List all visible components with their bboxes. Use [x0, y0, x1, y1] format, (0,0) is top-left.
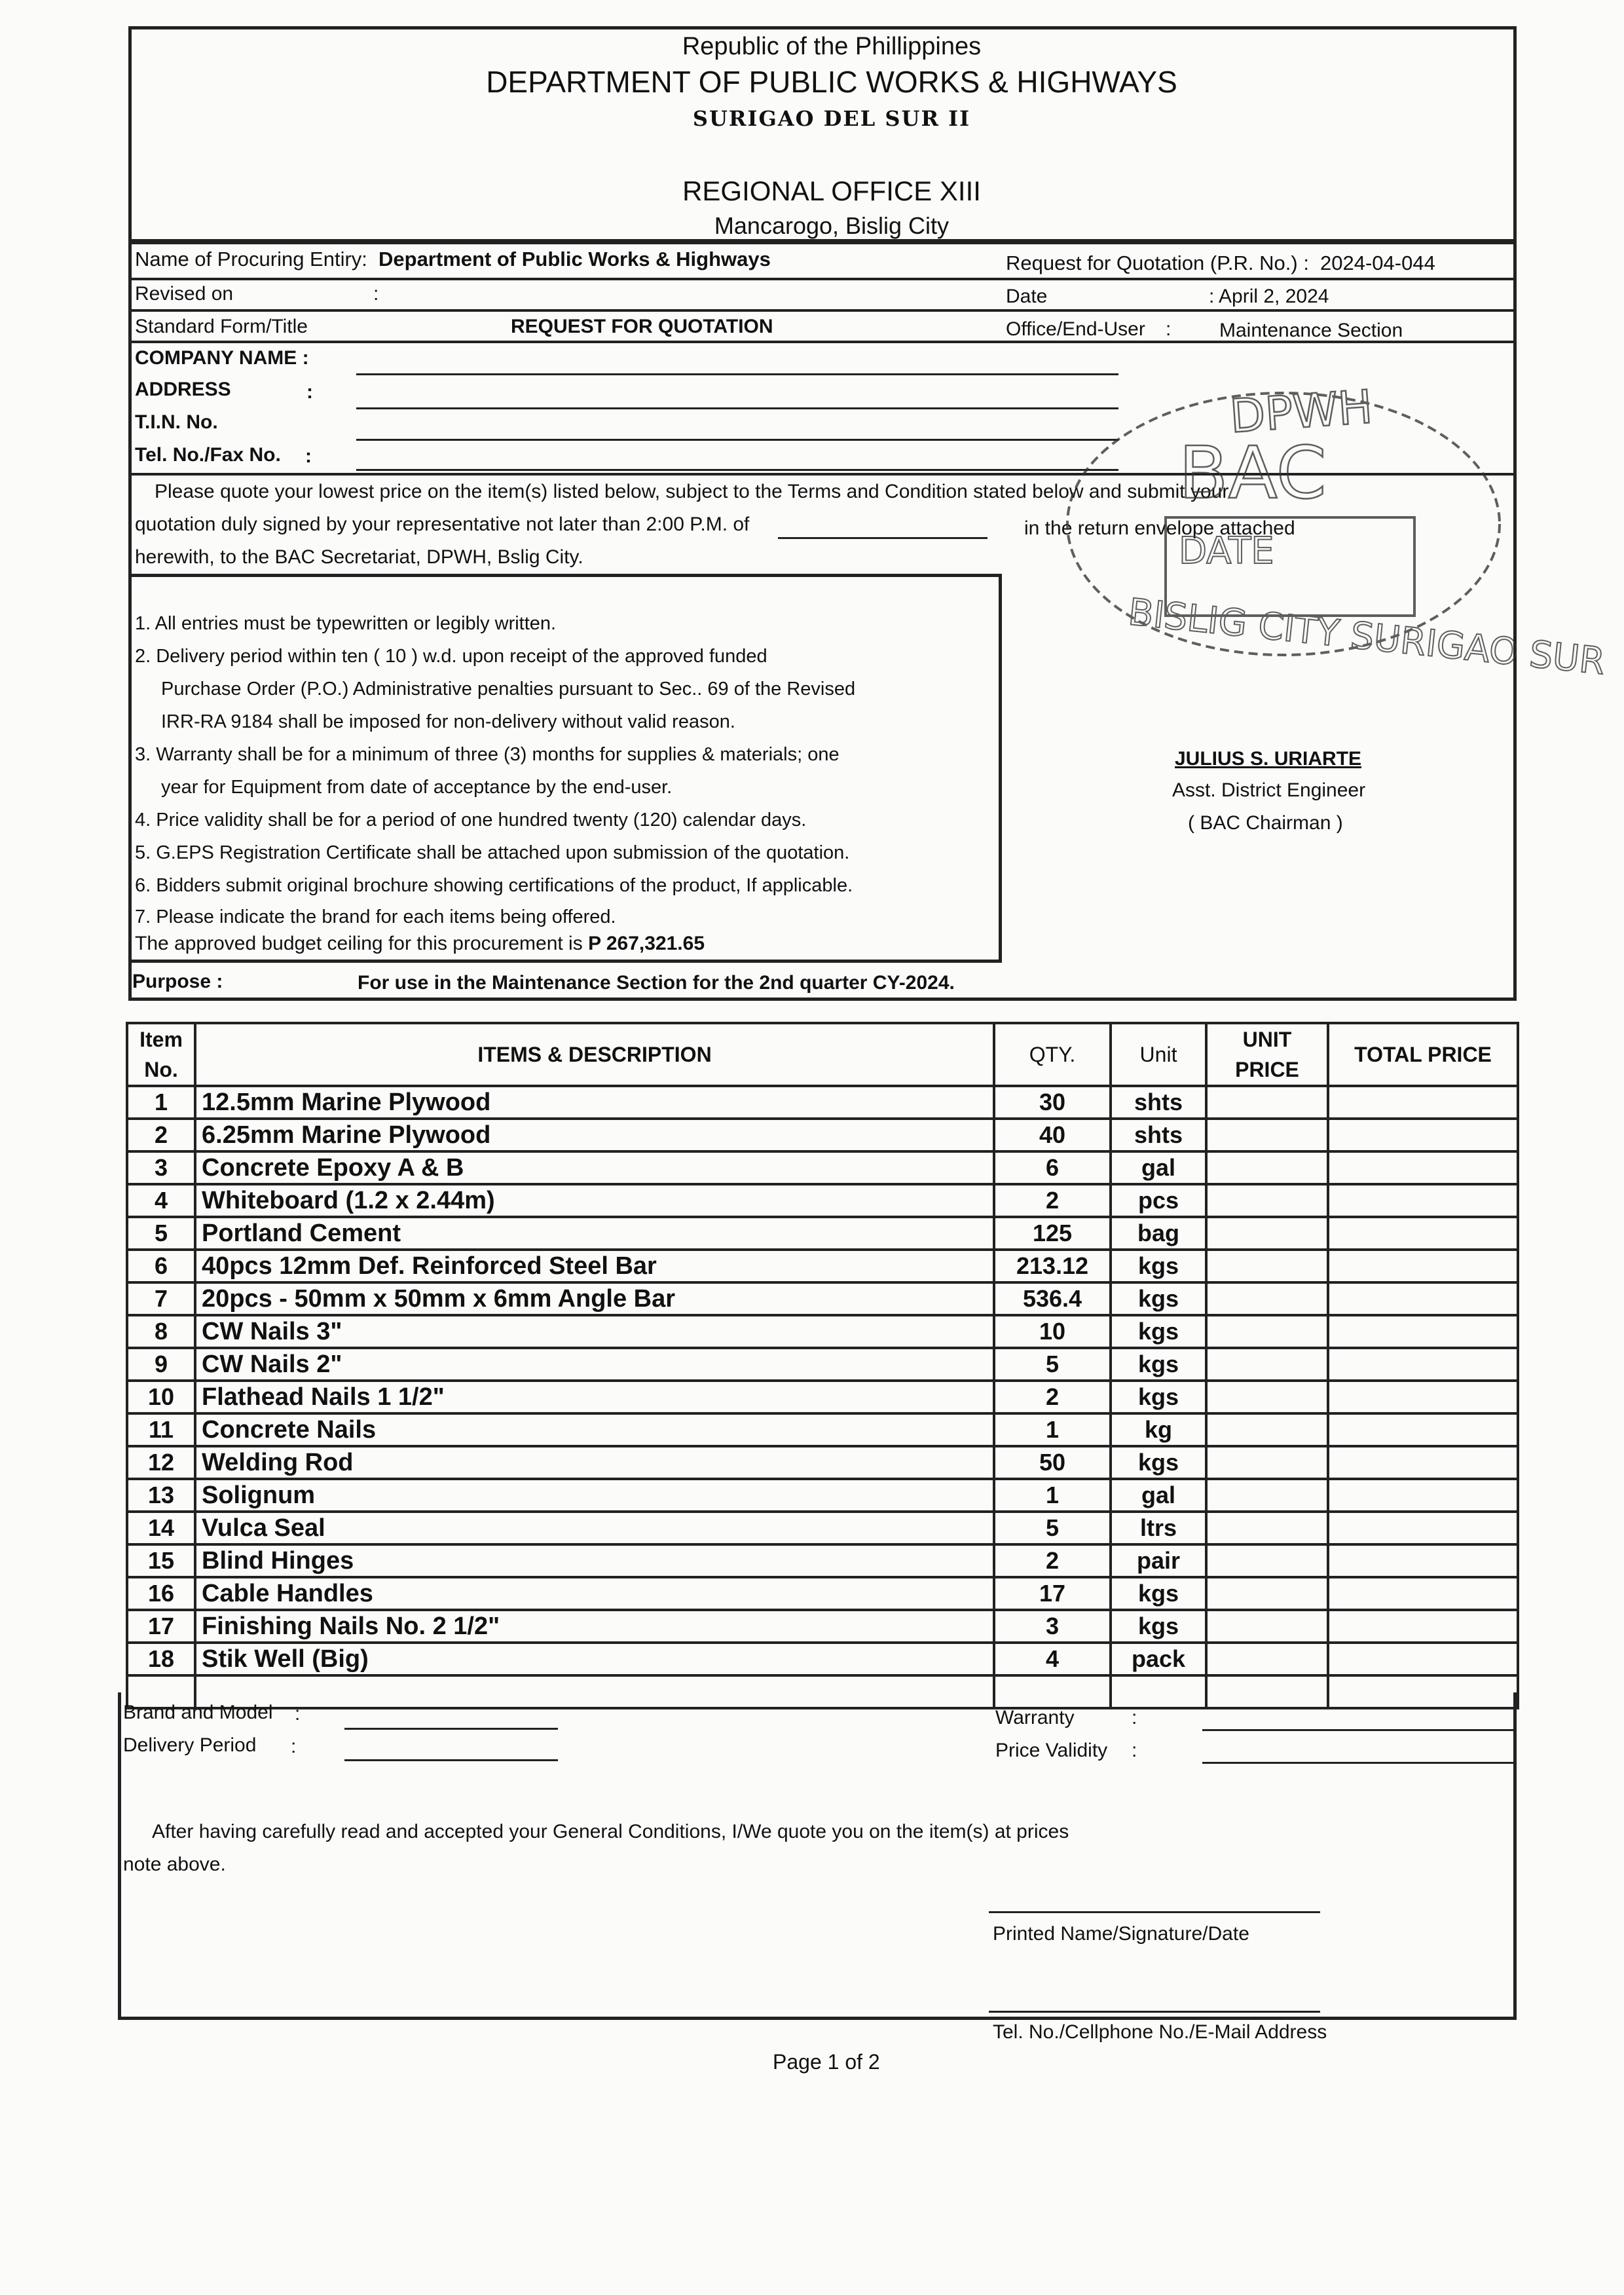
- item-number-cell: 2: [127, 1119, 195, 1151]
- item-unit-cell: gal: [1111, 1479, 1206, 1512]
- item-unit-price-cell[interactable]: [1206, 1282, 1328, 1315]
- item-description-cell: Flathead Nails 1 1/2": [195, 1381, 994, 1413]
- item-description-cell: Whiteboard (1.2 x 2.44m): [195, 1184, 994, 1217]
- item-qty-cell: 4: [994, 1643, 1111, 1675]
- term-line: 5. G.EPS Registration Certificate shall be attached upon submission of the quotation.: [135, 842, 850, 863]
- term-line: 2. Delivery period within ten ( 10 ) w.d. upon receipt of the approved funded: [135, 646, 767, 667]
- footer-frame: [118, 1692, 1517, 2020]
- table-row: [127, 1446, 1518, 1479]
- item-qty-cell: 2: [994, 1381, 1111, 1413]
- items-table: [126, 1022, 1519, 1709]
- signature-label: Printed Name/Signature/Date: [993, 1923, 1249, 1945]
- company-name-field[interactable]: [356, 373, 1118, 375]
- table-row: [127, 1643, 1518, 1675]
- item-number-cell: 4: [127, 1184, 195, 1217]
- items-body: [127, 1086, 1518, 1708]
- item-unit-price-cell[interactable]: [1206, 1446, 1328, 1479]
- item-unit-cell: kgs: [1111, 1250, 1206, 1282]
- instruction-line-2b: in the return envelope attached: [1024, 517, 1295, 539]
- item-unit-cell: kg: [1111, 1413, 1206, 1446]
- item-unit-price-cell[interactable]: [1206, 1315, 1328, 1348]
- table-row: [127, 1413, 1518, 1446]
- term-line: Purchase Order (P.O.) Administrative penalties pursuant to Sec.. 69 of the Revised: [161, 679, 856, 700]
- form-title: REQUEST FOR QUOTATION: [511, 316, 773, 337]
- item-unit-price-cell[interactable]: [1206, 1479, 1328, 1512]
- item-unit-cell: kgs: [1111, 1446, 1206, 1479]
- table-row: [127, 1381, 1518, 1413]
- date-label: Date: [1006, 286, 1048, 307]
- item-number-cell: 11: [127, 1413, 195, 1446]
- item-number-cell: 17: [127, 1610, 195, 1643]
- table-row: [127, 1544, 1518, 1577]
- office-location: Mancarogo, Bislig City: [714, 212, 950, 239]
- item-unit-price-cell[interactable]: [1206, 1119, 1328, 1151]
- delivery-period-label: Delivery Period: [123, 1734, 257, 1756]
- rfq-label: Request for Quotation (P.R. No.) :: [1006, 252, 1309, 274]
- table-row: [127, 1512, 1518, 1544]
- item-description-cell: Concrete Nails: [195, 1413, 994, 1446]
- item-number-cell: 1: [127, 1086, 195, 1119]
- stamp-bac-text: BAC: [1179, 431, 1327, 515]
- item-qty-cell: 30: [994, 1086, 1111, 1119]
- price-validity-label: Price Validity: [995, 1740, 1108, 1761]
- item-description-cell: Solignum: [195, 1479, 994, 1512]
- item-total-price-cell[interactable]: [1328, 1250, 1518, 1282]
- date-value: : April 2, 2024: [1209, 286, 1329, 307]
- col-unit-price: UNIT PRICE: [1206, 1023, 1328, 1086]
- item-description-cell: 12.5mm Marine Plywood: [195, 1086, 994, 1119]
- item-description-cell: Portland Cement: [195, 1217, 994, 1250]
- item-number-cell: 10: [127, 1381, 195, 1413]
- item-qty-cell: 1: [994, 1479, 1111, 1512]
- item-unit-cell: pack: [1111, 1643, 1206, 1675]
- bac-chairman-name: JULIUS S. URIARTE: [1175, 748, 1362, 770]
- address-field[interactable]: [356, 407, 1118, 409]
- table-row: [127, 1151, 1518, 1184]
- item-unit-cell: pair: [1111, 1544, 1206, 1577]
- item-qty-cell: 50: [994, 1446, 1111, 1479]
- term-line: 7. Please indicate the brand for each items being offered.: [135, 906, 616, 927]
- company-name-label: COMPANY NAME :: [135, 347, 309, 369]
- table-row: [127, 1184, 1518, 1217]
- info-row-divider: [128, 278, 1517, 280]
- instruction-line-1: Please quote your lowest price on the item(s) listed below, subject to the Terms and Condition stated below and submit your: [155, 481, 1229, 502]
- item-qty-cell: 536.4: [994, 1282, 1111, 1315]
- office-colon: :: [1166, 318, 1172, 340]
- price-validity-field[interactable]: [1202, 1762, 1514, 1764]
- item-description-cell: Stik Well (Big): [195, 1643, 994, 1675]
- item-unit-price-cell[interactable]: [1206, 1512, 1328, 1544]
- item-qty-cell: 5: [994, 1512, 1111, 1544]
- item-unit-price-cell[interactable]: [1206, 1250, 1328, 1282]
- item-total-price-cell[interactable]: [1328, 1544, 1518, 1577]
- acceptance-line-2: note above.: [123, 1854, 226, 1875]
- office-value: Maintenance Section: [1219, 320, 1403, 341]
- stamp-date-label: DATE: [1179, 530, 1274, 572]
- item-total-price-cell[interactable]: [1328, 1348, 1518, 1381]
- table-row: [127, 1217, 1518, 1250]
- item-unit-cell: ltrs: [1111, 1512, 1206, 1544]
- item-description-cell: Concrete Epoxy A & B: [195, 1151, 994, 1184]
- item-number-cell: 16: [127, 1577, 195, 1610]
- item-unit-price-cell[interactable]: [1206, 1151, 1328, 1184]
- col-item-no: Item No.: [127, 1023, 195, 1086]
- item-total-price-cell[interactable]: [1328, 1086, 1518, 1119]
- item-description-cell: Vulca Seal: [195, 1512, 994, 1544]
- item-unit-cell: kgs: [1111, 1315, 1206, 1348]
- table-row: [127, 1250, 1518, 1282]
- bac-chairman-role: ( BAC Chairman ): [1188, 812, 1343, 834]
- item-number-cell: 18: [127, 1643, 195, 1675]
- budget-text: The approved budget ceiling for this procurement is: [135, 933, 583, 954]
- item-unit-price-cell[interactable]: [1206, 1348, 1328, 1381]
- item-total-price-cell[interactable]: [1328, 1217, 1518, 1250]
- term-line: IRR-RA 9184 shall be imposed for non-delivery without valid reason.: [161, 711, 735, 732]
- table-row: [127, 1577, 1518, 1610]
- item-number-cell: 8: [127, 1315, 195, 1348]
- tel-fax-field[interactable]: [356, 469, 1118, 471]
- item-number-cell: 13: [127, 1479, 195, 1512]
- budget-ceiling: [135, 933, 705, 955]
- office-label: Office/End-User: [1006, 318, 1145, 340]
- instruction-line-3: herewith, to the BAC Secretariat, DPWH, Bslig City.: [135, 546, 583, 568]
- item-qty-cell: 213.12: [994, 1250, 1111, 1282]
- item-unit-price-cell[interactable]: [1206, 1086, 1328, 1119]
- contact-label: Tel. No./Cellphone No./E-Mail Address: [993, 2021, 1327, 2043]
- item-qty-cell: 6: [994, 1151, 1111, 1184]
- item-description-cell: 20pcs - 50mm x 50mm x 6mm Angle Bar: [195, 1282, 994, 1315]
- delivery-period-field[interactable]: [344, 1759, 558, 1761]
- contact-line[interactable]: [989, 2011, 1320, 2013]
- item-unit-price-cell[interactable]: [1206, 1217, 1328, 1250]
- item-number-cell: 14: [127, 1512, 195, 1544]
- item-qty-cell: 2: [994, 1544, 1111, 1577]
- item-qty-cell: 3: [994, 1610, 1111, 1643]
- item-unit-cell: kgs: [1111, 1610, 1206, 1643]
- item-total-price-cell[interactable]: [1328, 1610, 1518, 1643]
- item-total-price-cell[interactable]: [1328, 1282, 1518, 1315]
- item-qty-cell: 1: [994, 1413, 1111, 1446]
- tin-label: T.I.N. No.: [135, 411, 218, 433]
- address-colon: :: [306, 381, 313, 403]
- item-total-price-cell[interactable]: [1328, 1381, 1518, 1413]
- deadline-date-field[interactable]: [778, 537, 987, 539]
- tin-field[interactable]: [356, 439, 1118, 441]
- bac-received-stamp: [1035, 367, 1607, 694]
- item-qty-cell: 10: [994, 1315, 1111, 1348]
- item-description-cell: 6.25mm Marine Plywood: [195, 1119, 994, 1151]
- page-number: Page 1 of 2: [773, 2050, 880, 2074]
- item-description-cell: CW Nails 2": [195, 1348, 994, 1381]
- price-validity-colon: :: [1132, 1740, 1137, 1761]
- brand-model-field[interactable]: [344, 1728, 558, 1730]
- table-row: [127, 1348, 1518, 1381]
- col-unit: Unit: [1111, 1023, 1206, 1086]
- table-row: [127, 1610, 1518, 1643]
- revised-label: Revised on: [135, 283, 234, 305]
- item-total-price-cell[interactable]: [1328, 1512, 1518, 1544]
- item-total-price-cell[interactable]: [1328, 1119, 1518, 1151]
- term-line: year for Equipment from date of acceptance by the end-user.: [161, 777, 673, 798]
- item-unit-cell: shts: [1111, 1086, 1206, 1119]
- item-unit-price-cell[interactable]: [1206, 1184, 1328, 1217]
- acceptance-line-1: After having carefully read and accepted your General Conditions, I/We quote you on the item(s) at prices: [152, 1821, 1069, 1842]
- item-qty-cell: 40: [994, 1119, 1111, 1151]
- purpose-label: Purpose :: [132, 971, 223, 992]
- term-line: 6. Bidders submit original brochure showing certifications of the product, If applicable.: [135, 875, 853, 896]
- item-description-cell: Finishing Nails No. 2 1/2": [195, 1610, 994, 1643]
- item-total-price-cell[interactable]: [1328, 1446, 1518, 1479]
- item-unit-price-cell[interactable]: [1206, 1381, 1328, 1413]
- warranty-field[interactable]: [1202, 1729, 1514, 1731]
- procuring-entity-label: Name of Procuring Entiry:: [135, 248, 367, 271]
- item-total-price-cell[interactable]: [1328, 1643, 1518, 1675]
- item-qty-cell: 17: [994, 1577, 1111, 1610]
- item-unit-price-cell[interactable]: [1206, 1643, 1328, 1675]
- item-unit-cell: gal: [1111, 1151, 1206, 1184]
- regional-office: REGIONAL OFFICE XIII: [682, 176, 981, 206]
- brand-model-label: Brand and Model: [123, 1702, 273, 1723]
- item-unit-cell: kgs: [1111, 1381, 1206, 1413]
- item-description-cell: Cable Handles: [195, 1577, 994, 1610]
- table-row: [127, 1282, 1518, 1315]
- form-label: Standard Form/Title: [135, 316, 308, 337]
- address-label: ADDRESS: [135, 379, 231, 400]
- term-line: 1. All entries must be typewritten or legibly written.: [135, 613, 557, 634]
- table-row: [127, 1315, 1518, 1348]
- item-unit-cell: kgs: [1111, 1282, 1206, 1315]
- item-qty-cell: 125: [994, 1217, 1111, 1250]
- info-row-divider: [128, 309, 1517, 312]
- item-description-cell: Blind Hinges: [195, 1544, 994, 1577]
- item-unit-cell: shts: [1111, 1119, 1206, 1151]
- item-unit-price-cell[interactable]: [1206, 1413, 1328, 1446]
- table-row: [127, 1086, 1518, 1119]
- col-total-price: TOTAL PRICE: [1328, 1023, 1518, 1086]
- table-header-row: [127, 1023, 1518, 1086]
- delivery-period-colon: :: [291, 1736, 297, 1757]
- item-total-price-cell[interactable]: [1328, 1413, 1518, 1446]
- item-number-cell: 3: [127, 1151, 195, 1184]
- stamp-dpwh-text: DPWH: [1228, 379, 1375, 443]
- item-total-price-cell[interactable]: [1328, 1479, 1518, 1512]
- department-name: DEPARTMENT OF PUBLIC WORKS & HIGHWAYS: [486, 65, 1177, 99]
- revised-colon: :: [373, 283, 379, 305]
- item-unit-cell: pcs: [1111, 1184, 1206, 1217]
- budget-amount: P 267,321.65: [588, 933, 705, 954]
- item-description-cell: Welding Rod: [195, 1446, 994, 1479]
- warranty-colon: :: [1132, 1707, 1137, 1728]
- item-unit-cell: kgs: [1111, 1348, 1206, 1381]
- item-number-cell: 6: [127, 1250, 195, 1282]
- rfq-number: 2024-04-044: [1320, 252, 1435, 274]
- table-row: [127, 1479, 1518, 1512]
- item-total-price-cell[interactable]: [1328, 1151, 1518, 1184]
- item-number-cell: 7: [127, 1282, 195, 1315]
- item-description-cell: CW Nails 3": [195, 1315, 994, 1348]
- item-qty-cell: 5: [994, 1348, 1111, 1381]
- procuring-entity-value: Department of Public Works & Highways: [378, 248, 771, 271]
- item-unit-cell: bag: [1111, 1217, 1206, 1250]
- warranty-label: Warranty: [995, 1707, 1075, 1728]
- signature-line[interactable]: [989, 1911, 1320, 1913]
- term-line: 4. Price validity shall be for a period of one hundred twenty (120) calendar days.: [135, 810, 807, 830]
- item-number-cell: 9: [127, 1348, 195, 1381]
- item-description-cell: 40pcs 12mm Def. Reinforced Steel Bar: [195, 1250, 994, 1282]
- item-total-price-cell[interactable]: [1328, 1315, 1518, 1348]
- item-number-cell: 15: [127, 1544, 195, 1577]
- item-number-cell: 5: [127, 1217, 195, 1250]
- term-line: 3. Warranty shall be for a minimum of three (3) months for supplies & materials; one: [135, 744, 840, 765]
- republic-line: Republic of the Phillippines: [682, 33, 982, 60]
- item-unit-price-cell[interactable]: [1206, 1610, 1328, 1643]
- table-row: [127, 1119, 1518, 1151]
- col-description: ITEMS & DESCRIPTION: [195, 1023, 994, 1086]
- instruction-line-2a: quotation duly signed by your representative not later than 2:00 P.M. of: [135, 513, 750, 535]
- district-name: SURIGAO DEL SUR II: [692, 106, 971, 131]
- tel-fax-label: Tel. No./Fax No.: [135, 444, 281, 466]
- col-qty: QTY.: [994, 1023, 1111, 1086]
- purpose-value: For use in the Maintenance Section for the 2nd quarter CY-2024.: [358, 972, 955, 994]
- stamp-location-text: BISLIG CITY SURIGAO SUR: [1126, 591, 1607, 684]
- bac-chairman-title: Asst. District Engineer: [1172, 779, 1366, 801]
- item-total-price-cell[interactable]: [1328, 1184, 1518, 1217]
- item-total-price-cell[interactable]: [1328, 1577, 1518, 1610]
- brand-model-colon: :: [295, 1703, 301, 1725]
- item-unit-price-cell[interactable]: [1206, 1577, 1328, 1610]
- tel-fax-colon: :: [305, 445, 312, 467]
- item-qty-cell: 2: [994, 1184, 1111, 1217]
- item-unit-price-cell[interactable]: [1206, 1544, 1328, 1577]
- item-number-cell: 12: [127, 1446, 195, 1479]
- item-unit-cell: kgs: [1111, 1577, 1206, 1610]
